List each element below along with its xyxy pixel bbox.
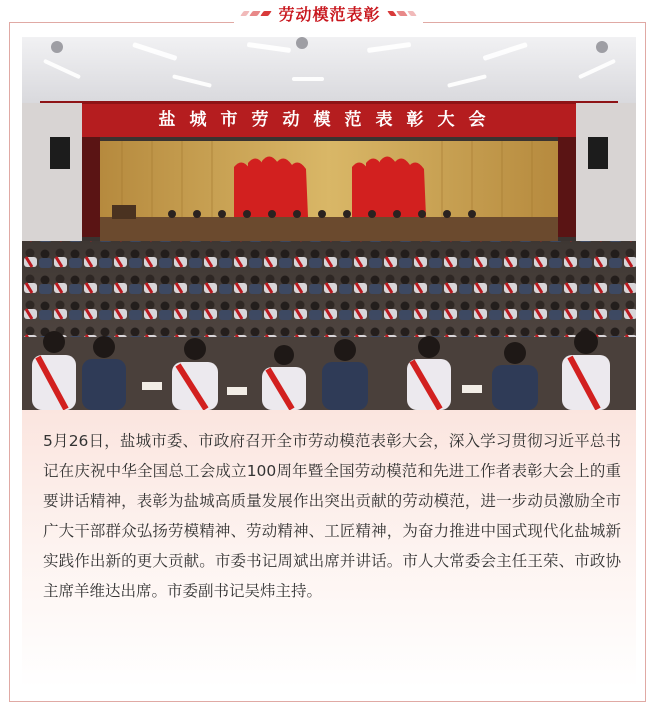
article-paragraph: 5月26日，盐城市委、市政府召开全市劳动模范表彰大会，深入学习贯彻习近平总书记在庆祝中华全国总工会成立100周年暨全国劳动模范和先进工作者表彰大会上的重要讲话精神，表彰为盐城高质量发展作出突出贡献的劳动模范，进一步动员激励全市广大干部群众弘扬劳模精神、劳动精神、工匠精神，为奋力推进中国式现代化盐城新实践作出新的更大贡献。市委书记周斌出席并讲话。市人大常委会主任王荣、市政协主席羊维达出席。市委副书记吴炜主持。 xyxy=(43,432,621,600)
right-decoration-icon xyxy=(389,11,415,16)
meeting-banner-text: 盐城市劳动模范表彰大会 xyxy=(158,110,500,130)
ceremony-photo xyxy=(22,37,636,410)
section-title: 劳动模范表彰 xyxy=(278,4,381,24)
left-decoration-icon xyxy=(242,11,270,16)
section-header xyxy=(0,0,657,26)
caption-panel xyxy=(22,410,636,688)
